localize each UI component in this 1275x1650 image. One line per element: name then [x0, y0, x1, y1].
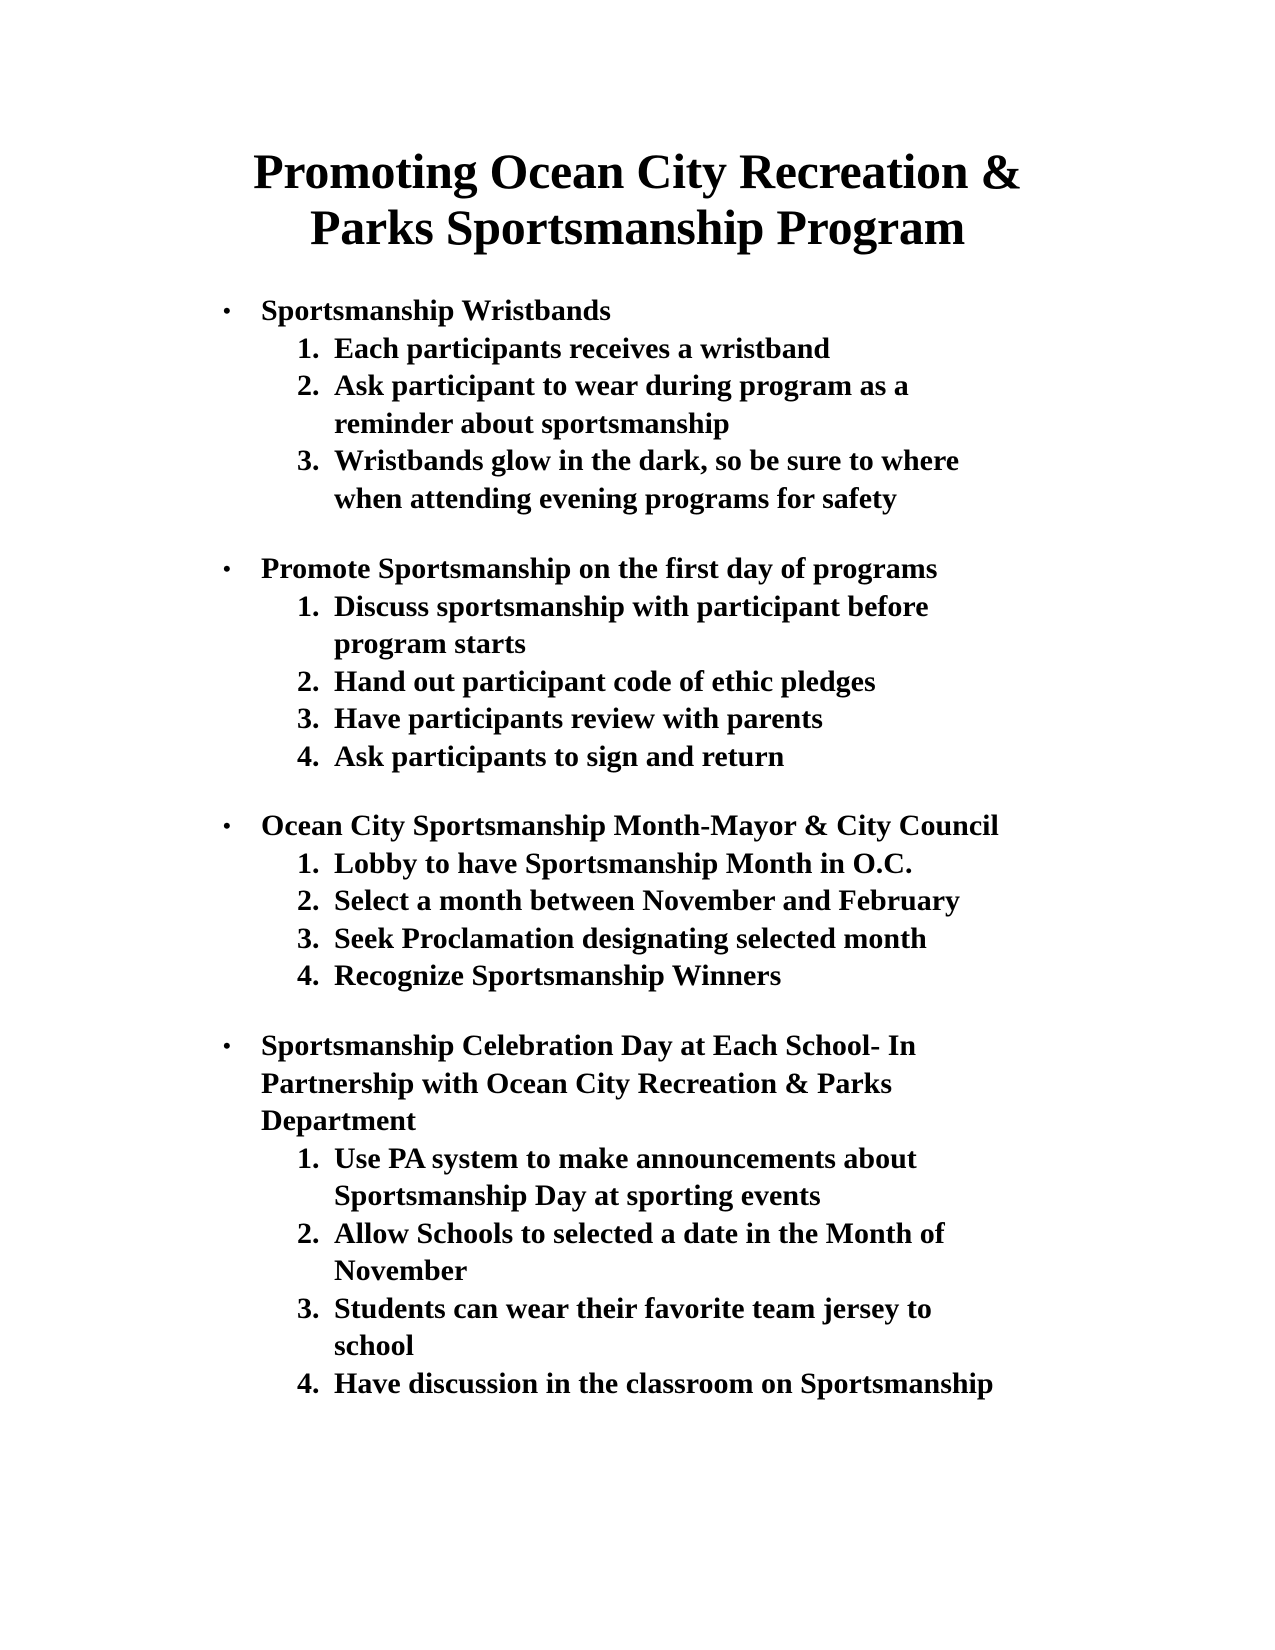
list-item: 3. Wristbands glow in the dark, so be sure to where when attending evening programs for safety [297, 444, 960, 515]
list-item: 4. Ask participants to sign and return [297, 739, 785, 773]
bullet-icon: • [223, 298, 231, 323]
list-item: 1. Use PA system to make announcements about Sportsmanship Day at sporting events [297, 1141, 917, 1212]
section-heading: • Sportsmanship Wristbands [0, 292, 1275, 330]
list-item: 4. Recognize Sportsmanship Winners [297, 959, 782, 992]
list-item: 1. Lobby to have Sportsmanship Month in O.C. [297, 846, 913, 880]
section-celebration-day [0, 1027, 1275, 1402]
section-heading: • Ocean City Sportsmanship Month-Mayor & City Council [0, 807, 1275, 845]
list-item: 3. Students can wear their favorite team jersey to school [297, 1291, 932, 1362]
list-item: 4. Have discussion in the classroom on Sportsmanship [297, 1366, 994, 1400]
section-heading: • Sportsmanship Celebration Day at Each School- In Partnership with Ocean City Recreation & Parks Department [223, 1029, 917, 1137]
list-item: 2. Hand out participant code of ethic pledges [297, 664, 876, 698]
bullet-icon: • [223, 1033, 231, 1058]
section-heading: • Promote Sportsmanship on the first day of programs [0, 550, 1275, 588]
title-line: Parks Sportsmanship Program [310, 199, 965, 255]
list-item: 2. Allow Schools to selected a date in the Month of November [297, 1216, 945, 1287]
list-item: 1. Discuss sportsmanship with participant before program starts [297, 589, 929, 660]
list-item: 1. Each participants receives a wristband [297, 331, 831, 365]
list-item: 3. Seek Proclamation designating selected month [297, 921, 927, 955]
list-item: 2. Ask participant to wear during program as a reminder about sportsmanship [297, 369, 909, 440]
title-line: Promoting Ocean City Recreation & [253, 143, 1022, 199]
bullet-icon: • [223, 813, 231, 838]
list-item: 3. Have participants review with parents [297, 702, 823, 735]
section-sportsmanship-month [0, 807, 1275, 995]
bullet-icon: • [223, 556, 231, 581]
page-title [0, 143, 1275, 255]
section-wristbands [0, 292, 1275, 517]
list-item: 2. Select a month between November and February [297, 884, 961, 917]
section-first-day [0, 550, 1275, 775]
